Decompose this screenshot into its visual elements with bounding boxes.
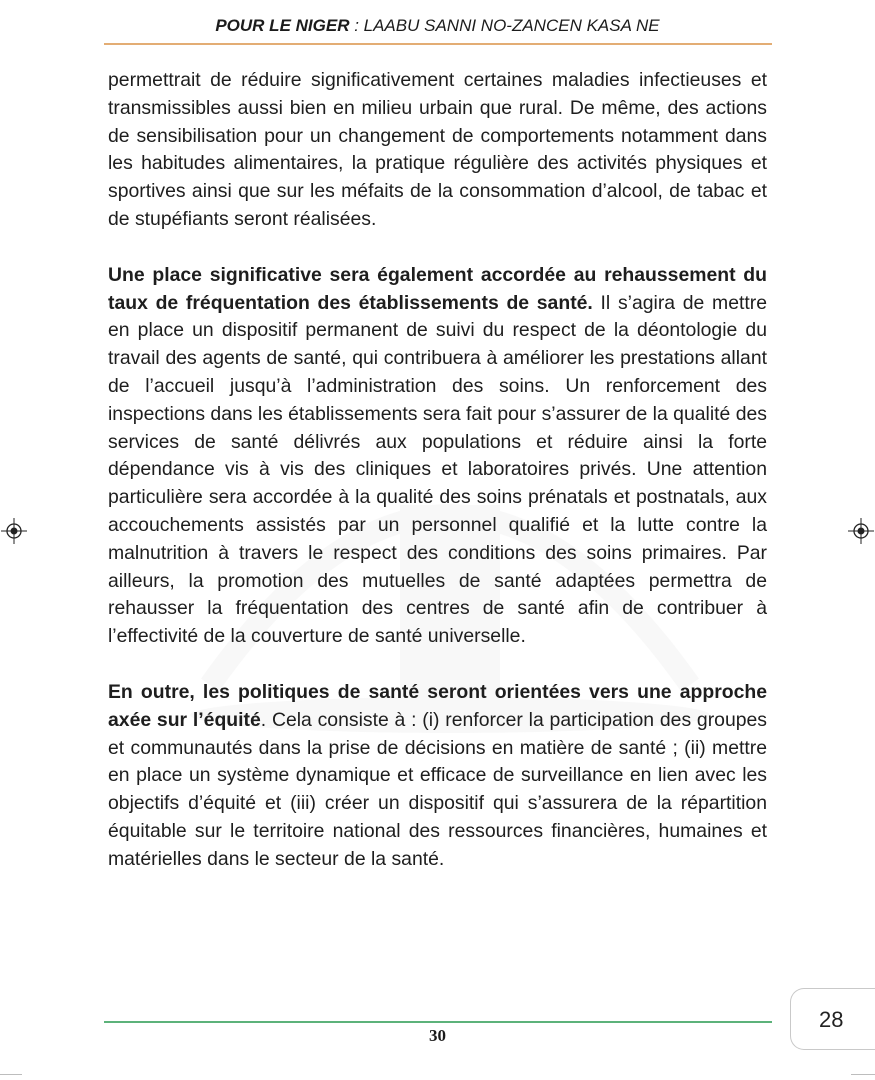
paragraph-1-text: permettrait de réduire significativement certaines maladies infectieuses et transmissibles aussi bien en milieu urbain que rural. De même, des actions de sensibilisation pour un changement de comportements notamment dans les habitudes alimentaires, la pratique régulière des activités physiques et sportives ainsi que sur les méfaits de la consommation d’alcool, de tabac et de stupéfiants seront réalisées. — [108, 69, 767, 230]
folio-number: 30 — [429, 1026, 446, 1045]
page-body — [108, 67, 767, 902]
paragraph-2-text: Il s’agira de mettre en place un dispositif permanent de suivi du respect de la déontologie du travail des agents de santé, qui contribuera à améliorer les prestations allant de l’accueil jusqu’à l’administration des soins. Un renforcement des inspections dans les établissements sera fait pour s’assurer de la qualité des services de santé délivrés aux populations et réduire ainsi la forte dépendance vis à vis des cliniques et laboratoires privés. Une attention particulière sera accordée à la qualité des soins prénatals et postnatals, aux accouchements assistés par un personnel qualifié et la lutte contre la malnutrition à travers le respect des conditions des soins primaires. Par ailleurs, la promotion des mutuelles de santé adaptées permettra de rehausser la fréquentation des centres de santé afin de contribuer à l’effectivité de la couverture de santé universelle. — [108, 291, 767, 648]
paragraph-3 — [108, 679, 767, 874]
paragraph-2 — [108, 262, 767, 651]
header-title-rest: : LAABU SANNI NO-ZANCEN KASA NE — [349, 16, 660, 35]
page-number-badge-text: 28 — [819, 1007, 844, 1032]
header-title-bold: POUR LE NIGER — [215, 16, 350, 35]
header-rule — [104, 43, 772, 45]
paragraph-3-text: . Cela consiste à : (i) renforcer la participation des groupes et communautés dans la prise de décisions en matière de santé ; (ii) mettre en place un système dynamique et efficace de surveillance en lien avec les objectifs d’équité et (iii) créer un dispositif qui s’assurera de la répartition équitable sur le territoire national des ressources financières, humaines et matérielles dans le secteur de la santé. — [108, 708, 767, 870]
registration-mark-right-icon — [848, 518, 874, 544]
paragraph-2-lead: Une place significative sera également accordée au rehaussement du taux de fréquentation des établissements de santé. — [108, 263, 767, 314]
crop-mark-left — [0, 1074, 22, 1075]
crop-mark-right — [851, 1074, 875, 1075]
paragraph-1 — [108, 67, 767, 234]
footer-rule — [104, 1021, 772, 1023]
registration-mark-left-icon — [1, 518, 27, 544]
paragraph-3-lead: En outre, les politiques de santé seront orientées vers une approche axée sur l’équité — [108, 680, 767, 731]
running-header — [0, 16, 875, 36]
